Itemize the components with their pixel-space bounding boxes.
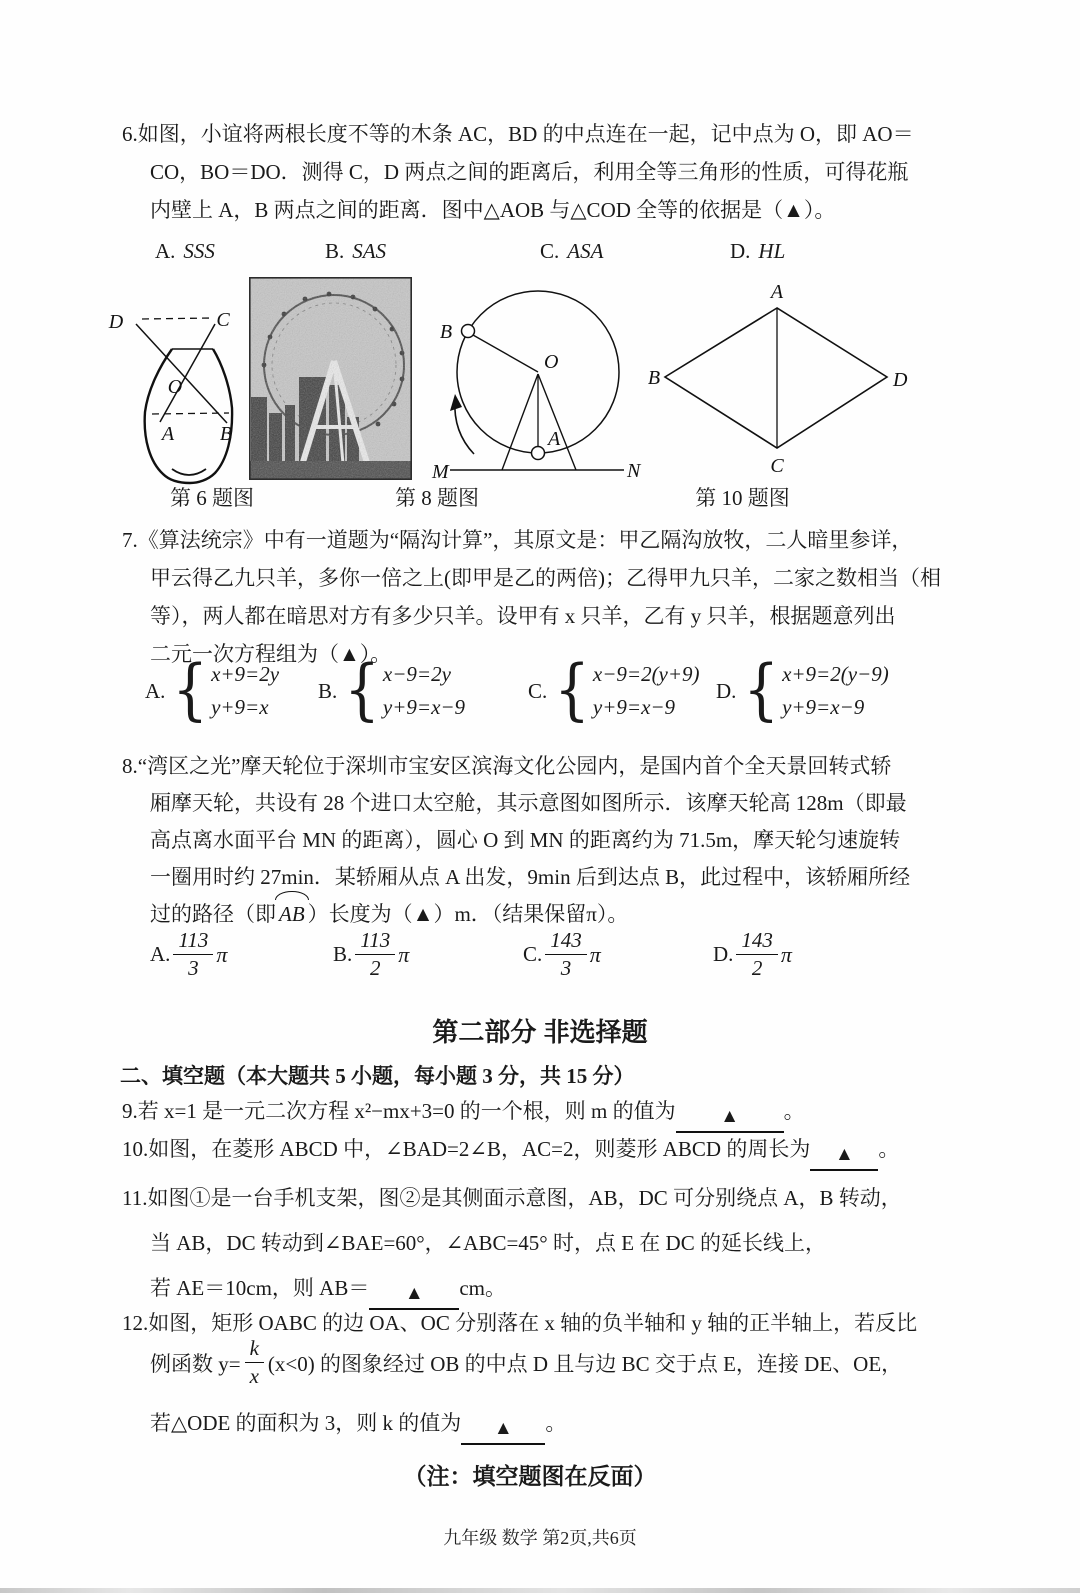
q6-option-d: D. HL — [730, 239, 786, 263]
scan-edge-artifact — [0, 1588, 1080, 1593]
brace-icon: { — [172, 652, 209, 729]
page-footer: 九年级 数学 第2页,共6页 — [443, 1528, 637, 1548]
q7-line-2: 甲云得乙九只羊，多你一倍之上(即甲是乙的两倍)；乙得甲九只羊，二家之数相当（相 — [150, 566, 941, 590]
fig6-label: 第 6 题图 — [170, 486, 254, 510]
q12-blank: ▲ — [461, 1418, 545, 1445]
rhombus-figure — [640, 280, 915, 480]
q12-line-3-wrap — [122, 1404, 950, 1445]
q8-line-3: 高点离水面平台 MN 的距离），圆心 O 到 MN 的距离约为 71.5m，摩天轮匀速旋转 — [150, 828, 901, 852]
question-6 — [122, 115, 950, 271]
ferris-wheel-photo — [249, 277, 412, 480]
q6-line-2: CO，BO＝DO．测得 C，D 两点之间的距离后，利用全等三角形的性质，可得花瓶 — [150, 160, 909, 184]
q10-blank: ▲ — [810, 1144, 878, 1171]
q8-option-b: B. $\frac{113}{2}$ π — [333, 928, 410, 980]
q7-line-3: 等），两人都在暗思对方有多少只羊。设甲有 x 只羊，乙有 y 只羊，根据题意列出 — [150, 604, 896, 628]
vase-point-d: D — [108, 311, 124, 333]
q8-option-c: C. $\frac{143}{3}$ π — [523, 928, 601, 980]
fill-in-header: 二、填空题（本大题共 5 小题，每小题 3 分，共 15 分） — [120, 1064, 635, 1088]
circle-point-o: O — [544, 351, 559, 373]
vase-point-o: O — [167, 376, 183, 398]
rhombus-point-c: C — [770, 455, 784, 477]
vase-point-c: C — [216, 309, 230, 331]
fig10-label: 第 10 题图 — [695, 486, 790, 510]
q8-line-2: 厢摩天轮，共设有 28 个进口太空舱，其示意图如图所示．该摩天轮高 128m（即最 — [150, 791, 907, 815]
question-7 — [122, 521, 950, 673]
q12-line-1: 12.如图，矩形 OABC 的边 OA、OC 分别落在 x 轴的负半轴和 y 轴的正半轴上，若反比 — [122, 1311, 918, 1335]
q6-options — [122, 239, 950, 271]
q8-option-a: A. $\frac{113}{3}$ π — [150, 928, 228, 980]
question-8 — [122, 748, 950, 933]
q11-line-1: 11.如图①是一台手机支架，图②是其侧面示意图，AB，DC 可分别绕点 A，B 转动， — [122, 1186, 902, 1210]
q12-line-2: 例函数 y= $\frac{k}{x}$ (x<0) 的图象经过 OB 的中点 D 且与边 BC 交于点 E，连接 DE、OE， — [150, 1336, 903, 1388]
q9-blank: ▲ — [676, 1106, 784, 1133]
circle-point-b: B — [439, 321, 453, 343]
note-line: （注：填空题图在反面） — [403, 1464, 657, 1489]
rhombus-point-a: A — [770, 281, 784, 303]
circle-figure — [424, 282, 652, 487]
q8-line-5: 过的路径（即 AB ）长度为（▲）m．（结果保留π）。 — [122, 896, 950, 933]
q6-option-b: B. SAS — [325, 239, 387, 263]
brace-icon: { — [554, 652, 590, 729]
q12-line-3: 若△ODE 的面积为 3，则 k 的值为 ▲ 。 — [122, 1404, 950, 1445]
circle-point-m: M — [432, 461, 449, 483]
circle-point-a: A — [548, 428, 561, 450]
q8-option-d: D. $\frac{143}{2}$ π — [713, 928, 792, 980]
q6-line-3: 内壁上 A，B 两点之间的距离．图中△AOB 与△COD 全等的依据是（▲）。 — [150, 198, 836, 222]
q7-line-1: 7.《算法统宗》中有一道题为“隔沟计算”，其原文是：甲乙隔沟放牧，二人暗里参详， — [122, 528, 913, 552]
q6-option-c: C. ASA — [540, 239, 604, 263]
vase-point-a: A — [161, 423, 175, 445]
q8-line-4: 一圈用时约 27min．某轿厢从点 A 出发，9min 后到达点 B，此过程中，该轿厢所经 — [150, 865, 911, 889]
q7-option-c: C. { x−9=2(y+9) y+9=x−9 — [528, 652, 700, 729]
arc-ab: AB — [276, 896, 308, 933]
question-10: 10.如图，在菱形 ABCD 中，∠BAD=2∠B，AC=2，则菱形 ABCD 的周长为 ▲ 。 — [122, 1130, 950, 1171]
question-11 — [122, 1176, 950, 1311]
rhombus-point-d: D — [893, 369, 908, 391]
brace-icon: { — [743, 652, 780, 729]
q7-option-b: B. { x−9=2y y+9=x−9 — [318, 652, 466, 729]
rhombus-point-b: B — [647, 367, 661, 389]
q11-blank: ▲ — [369, 1283, 459, 1310]
q7-option-a: A. { x+9=2y y+9=x — [145, 652, 280, 729]
q7-option-d: D. { x+9=2(y−9) y+9=x−9 — [716, 652, 889, 729]
q11-line-2: 当 AB，DC 转动到∠BAE=60°，∠ABC=45° 时，点 E 在 DC 的延长线上， — [150, 1231, 826, 1255]
q7-line-4: 二元一次方程组为（▲）。 — [150, 642, 392, 666]
vase-point-b: B — [219, 423, 233, 445]
q8-line-1: 8.“湾区之光”摩天轮位于深圳市宝安区滨海文化公园内，是国内首个全天景回转式轿 — [122, 754, 892, 778]
q6-line-1: 6.如图，小谊将两根长度不等的木条 AC，BD 的中点连在一起，记中点为 O，即 AO＝ — [122, 122, 914, 146]
question-9: 9.若 x=1 是一元二次方程 x²−mx+3=0 的一个根，则 m 的值为 ▲ 。 — [122, 1092, 950, 1133]
vase-figure — [98, 294, 250, 506]
q11-line-3: 若 AE＝10cm，则 AB＝ ▲ cm。 — [122, 1266, 950, 1311]
q6-option-a: A. SSS — [155, 239, 215, 263]
q8-options — [0, 928, 1080, 996]
part2-title: 第二部分 非选择题 — [432, 1017, 648, 1047]
fig8-label: 第 8 题图 — [395, 486, 479, 510]
circle-point-n: N — [627, 460, 641, 482]
brace-icon: { — [344, 652, 380, 729]
